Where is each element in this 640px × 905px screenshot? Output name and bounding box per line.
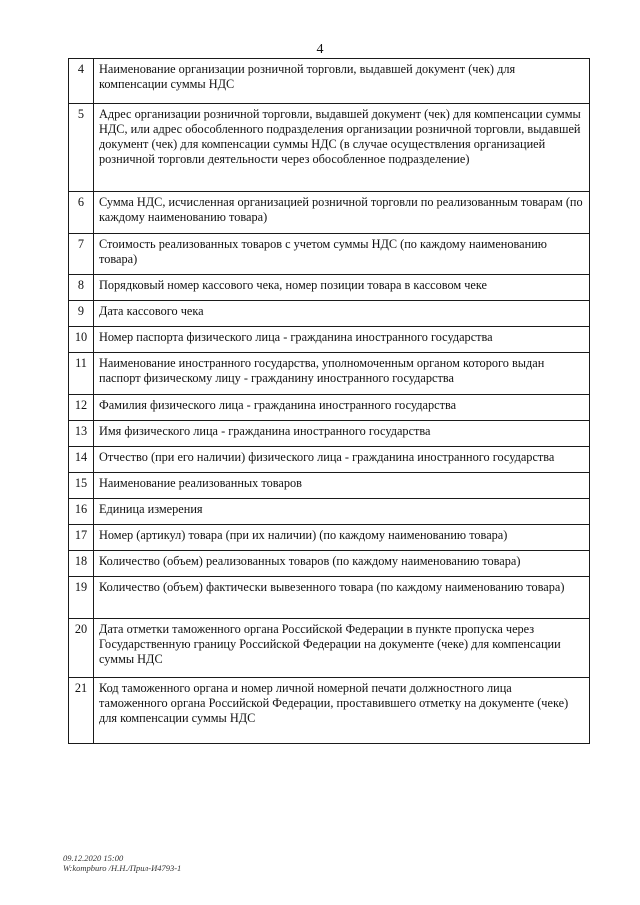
- row-number: 4: [69, 59, 94, 104]
- row-description: Наименование иностранного государства, уполномоченным органом которого выдан паспорт физическому лицу - гражданину иностранного государства: [94, 353, 590, 395]
- table-row: [69, 192, 590, 234]
- row-description: Номер (артикул) товара (при их наличии) (по каждому наименованию товара): [94, 525, 590, 551]
- table-row: [69, 577, 590, 619]
- row-number: 8: [69, 275, 94, 301]
- row-description: Фамилия физического лица - гражданина иностранного государства: [94, 395, 590, 421]
- table-row: [69, 275, 590, 301]
- row-number: 20: [69, 619, 94, 678]
- row-description: Порядковый номер кассового чека, номер позиции товара в кассовом чеке: [94, 275, 590, 301]
- row-number: 11: [69, 353, 94, 395]
- table-row: [69, 234, 590, 275]
- footer-file-path: W:kompburo /H.H./Прил-И4793-1: [63, 863, 182, 873]
- row-number: 10: [69, 327, 94, 353]
- table-row: [69, 421, 590, 447]
- table-row: [69, 301, 590, 327]
- table-row: [69, 473, 590, 499]
- table-row: [69, 104, 590, 192]
- row-number: 12: [69, 395, 94, 421]
- table-row: [69, 59, 590, 104]
- row-number: 15: [69, 473, 94, 499]
- table-row: [69, 353, 590, 395]
- row-number: 14: [69, 447, 94, 473]
- row-number: 9: [69, 301, 94, 327]
- row-number: 21: [69, 678, 94, 744]
- row-number: 19: [69, 577, 94, 619]
- row-description: Номер паспорта физического лица - гражданина иностранного государства: [94, 327, 590, 353]
- fields-table: [68, 58, 590, 744]
- row-number: 5: [69, 104, 94, 192]
- row-description: Количество (объем) фактически вывезенного товара (по каждому наименованию товара): [94, 577, 590, 619]
- footer-timestamp: 09.12.2020 15:00: [63, 853, 124, 863]
- row-description: Наименование реализованных товаров: [94, 473, 590, 499]
- row-description: Имя физического лица - гражданина иностранного государства: [94, 421, 590, 447]
- table-row: [69, 499, 590, 525]
- row-number: 16: [69, 499, 94, 525]
- row-description: Стоимость реализованных товаров с учетом суммы НДС (по каждому наименованию товара): [94, 234, 590, 275]
- table-row: [69, 447, 590, 473]
- footer: [63, 853, 181, 873]
- row-number: 18: [69, 551, 94, 577]
- row-number: 6: [69, 192, 94, 234]
- row-number: 7: [69, 234, 94, 275]
- table-row: [69, 525, 590, 551]
- row-description: Единица измерения: [94, 499, 590, 525]
- row-description: Сумма НДС, исчисленная организацией розничной торговли по реализованным товарам (по каждому наименованию товара): [94, 192, 590, 234]
- row-number: 17: [69, 525, 94, 551]
- table-row: [69, 678, 590, 744]
- page-number: 4: [316, 42, 324, 57]
- row-description: Количество (объем) реализованных товаров (по каждому наименованию товара): [94, 551, 590, 577]
- row-description: Дата кассового чека: [94, 301, 590, 327]
- table-row: [69, 551, 590, 577]
- table-row: [69, 327, 590, 353]
- row-description: Адрес организации розничной торговли, выдавшей документ (чек) для компенсации суммы НДС, или адрес обособленного подразделения организации розничной торговли, выдавшей документ (чек) для компенсации суммы НДС (в случае осуществления организацией розничной торговли деятельности через обособленное подразделение): [94, 104, 590, 192]
- row-description: Код таможенного органа и номер личной номерной печати должностного лица таможенного органа Российской Федерации, проставившего отметку на документе (чеке) для компенсации суммы НДС: [94, 678, 590, 744]
- table-body: [69, 59, 590, 744]
- row-description: Наименование организации розничной торговли, выдавшей документ (чек) для компенсации суммы НДС: [94, 59, 590, 104]
- table-row: [69, 395, 590, 421]
- row-description: Отчество (при его наличии) физического лица - гражданина иностранного государства: [94, 447, 590, 473]
- row-number: 13: [69, 421, 94, 447]
- row-description: Дата отметки таможенного органа Российской Федерации в пункте пропуска через Государственную границу Российской Федерации на документе (чеке) для компенсации суммы НДС: [94, 619, 590, 678]
- table-row: [69, 619, 590, 678]
